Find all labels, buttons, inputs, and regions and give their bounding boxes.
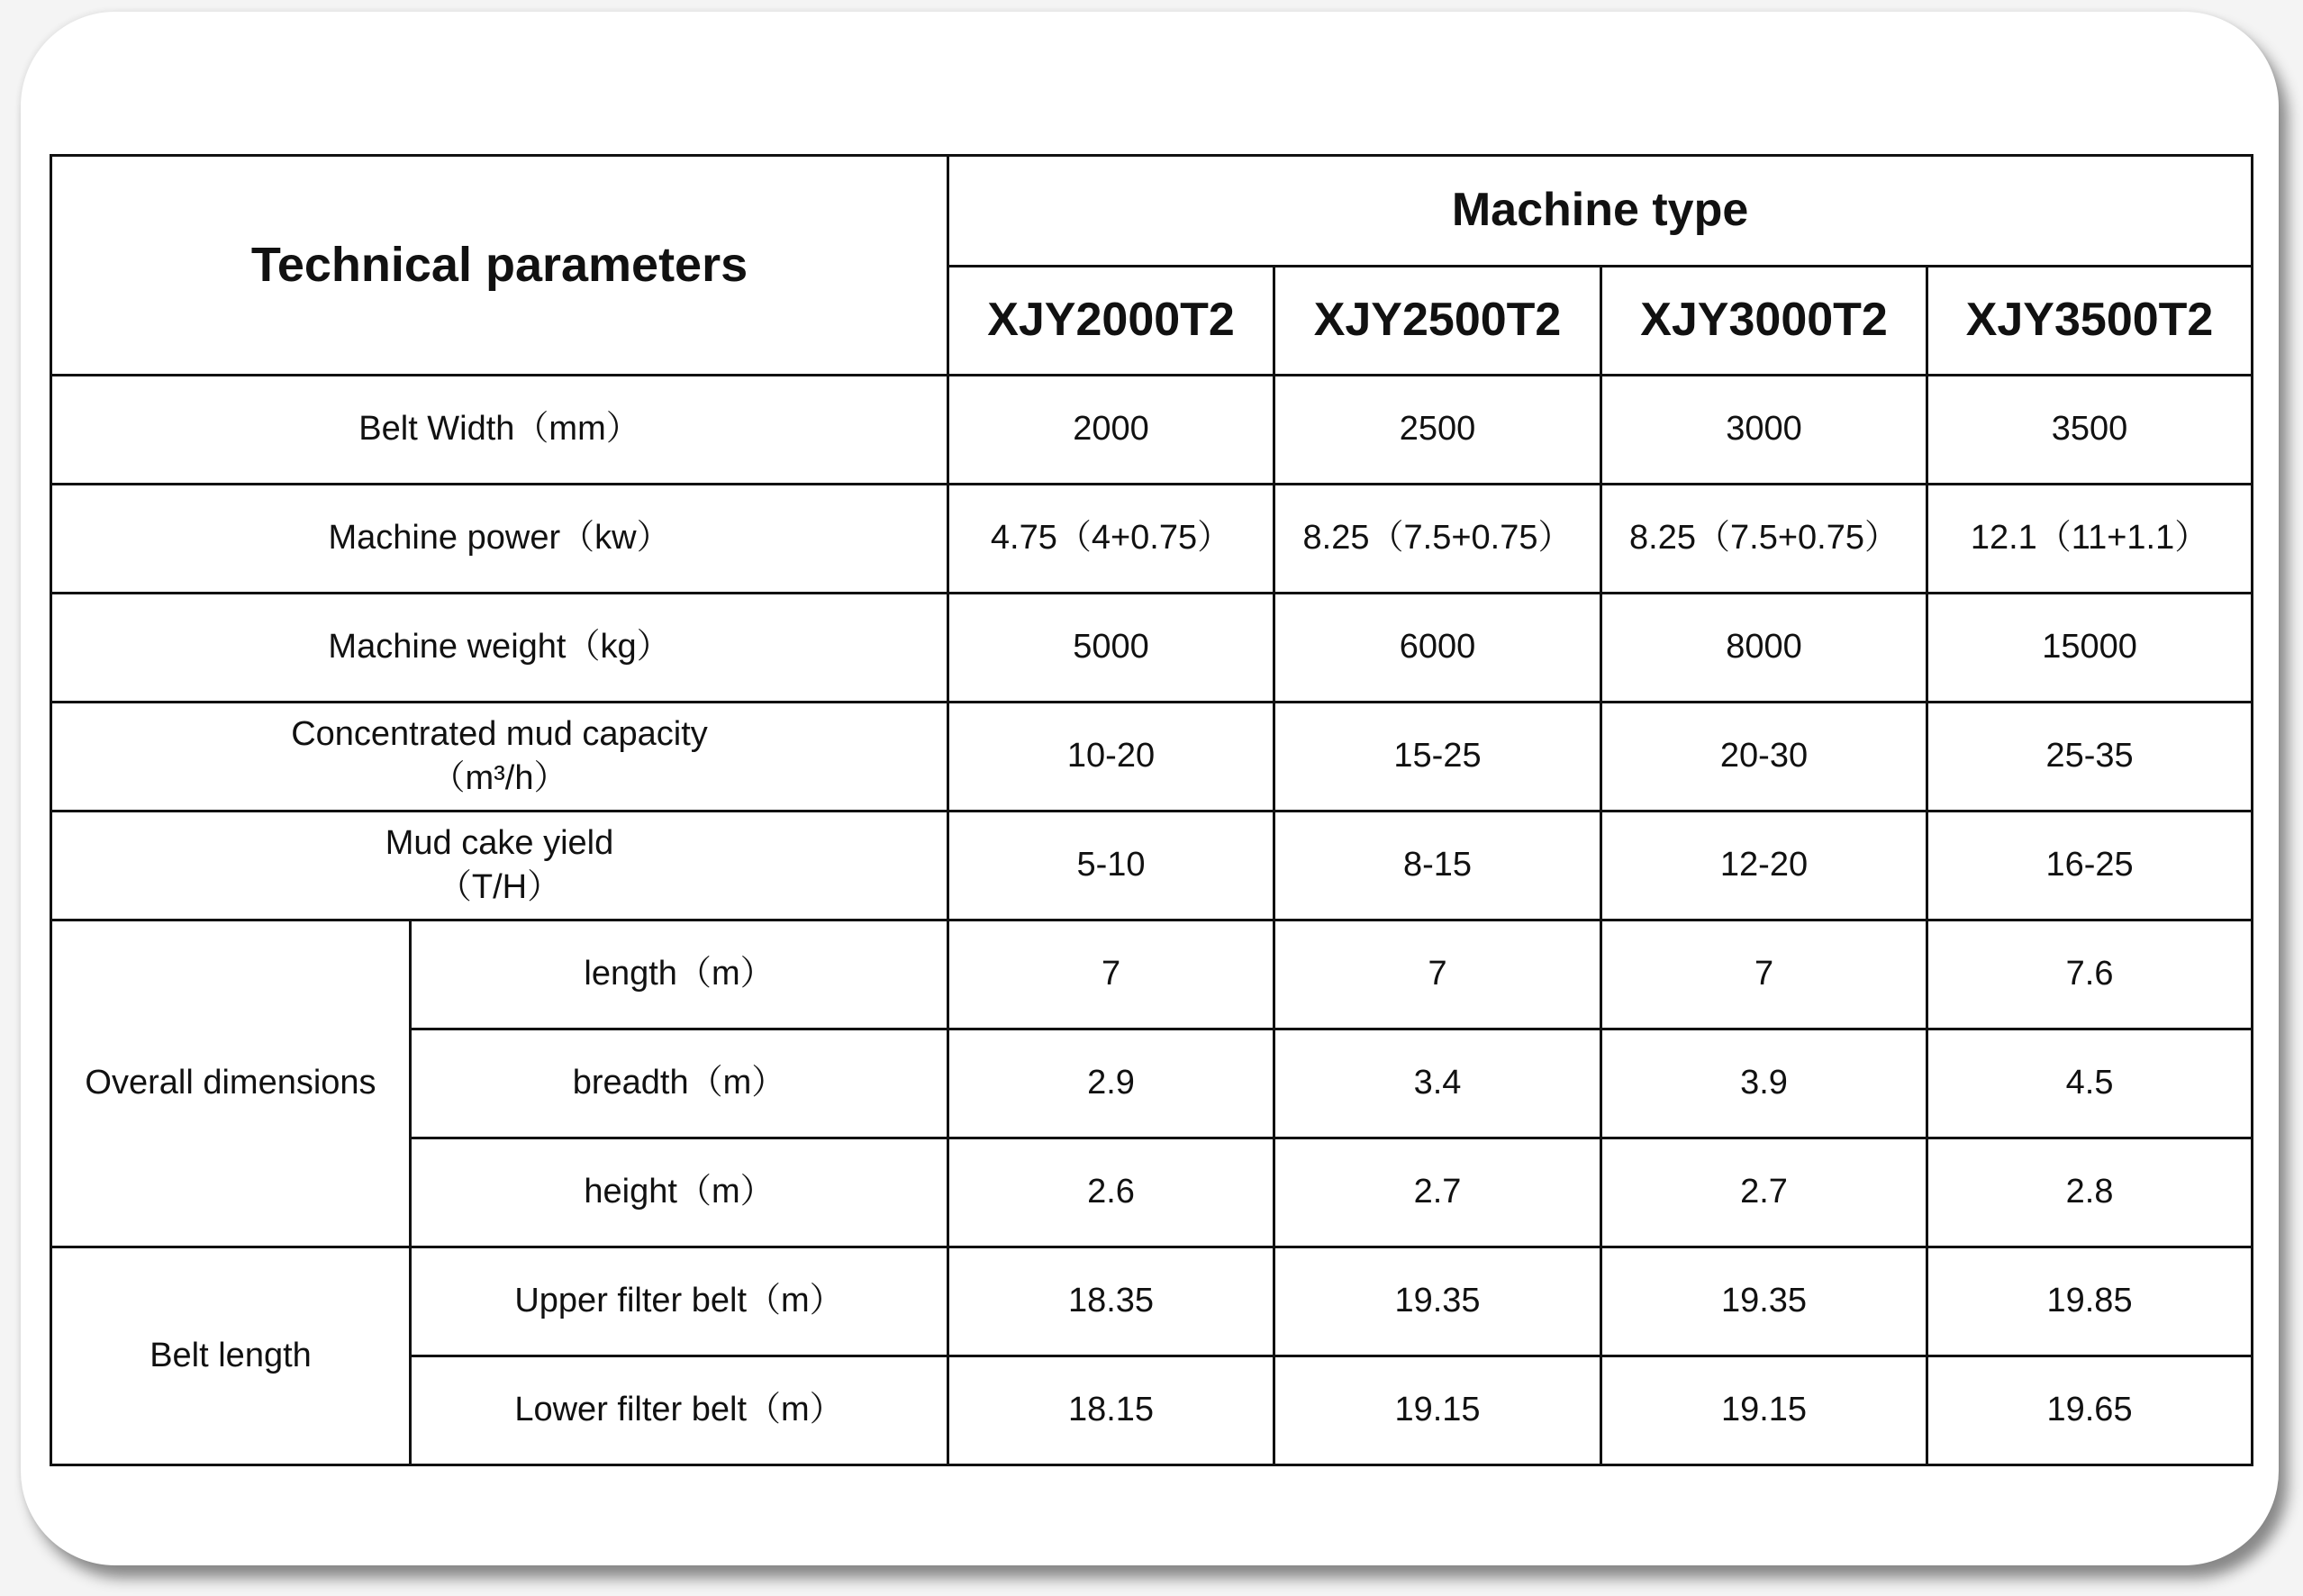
value-cell: 19.15 bbox=[1274, 1356, 1601, 1465]
parameter-label: length（m） bbox=[411, 920, 948, 1029]
value-cell: 19.65 bbox=[1927, 1356, 2253, 1465]
value-cell: 18.15 bbox=[948, 1356, 1274, 1465]
spec-table bbox=[50, 154, 2253, 1466]
value-cell: 4.5 bbox=[1927, 1029, 2253, 1138]
parameter-label: height（m） bbox=[411, 1138, 948, 1247]
model-header: XJY3500T2 bbox=[1927, 267, 2253, 376]
value-cell: 19.35 bbox=[1601, 1247, 1927, 1356]
group-label: Overall dimensions bbox=[51, 920, 411, 1247]
parameter-label: Lower filter belt（m） bbox=[411, 1356, 948, 1465]
value-cell: 8.25（7.5+0.75） bbox=[1274, 485, 1601, 594]
value-cell: 5000 bbox=[948, 594, 1274, 703]
parameter-label-text: Concentrated mud capacity bbox=[291, 714, 708, 753]
parameter-label-text: Mud cake yield bbox=[385, 823, 614, 862]
value-cell: 2500 bbox=[1274, 376, 1601, 485]
value-cell: 3500 bbox=[1927, 376, 2253, 485]
value-cell: 8000 bbox=[1601, 594, 1927, 703]
parameter-label: Upper filter belt（m） bbox=[411, 1247, 948, 1356]
parameter-label-text: Belt Width（mm） bbox=[358, 410, 640, 449]
technical-parameters-header: Technical parameters bbox=[51, 156, 948, 376]
parameter-label bbox=[51, 703, 948, 812]
value-cell: 3000 bbox=[1601, 376, 1927, 485]
value-cell: 7 bbox=[948, 920, 1274, 1029]
group-label: Belt length bbox=[51, 1247, 411, 1465]
table-row bbox=[51, 1247, 2253, 1356]
value-cell: 19.35 bbox=[1274, 1247, 1601, 1356]
header-row-1 bbox=[51, 156, 2253, 267]
value-cell: 2.8 bbox=[1927, 1138, 2253, 1247]
parameter-unit-text: （m³/h） bbox=[431, 759, 568, 797]
table-row bbox=[51, 703, 2253, 812]
value-cell: 2000 bbox=[948, 376, 1274, 485]
value-cell: 2.7 bbox=[1601, 1138, 1927, 1247]
table-row bbox=[51, 594, 2253, 703]
table-row bbox=[51, 376, 2253, 485]
value-cell: 12.1（11+1.1） bbox=[1927, 485, 2253, 594]
value-cell: 3.4 bbox=[1274, 1029, 1601, 1138]
value-cell: 7 bbox=[1274, 920, 1601, 1029]
value-cell: 15000 bbox=[1927, 594, 2253, 703]
value-cell: 2.9 bbox=[948, 1029, 1274, 1138]
value-cell: 19.85 bbox=[1927, 1247, 2253, 1356]
value-cell: 2.7 bbox=[1274, 1138, 1601, 1247]
parameter-label bbox=[51, 485, 948, 594]
value-cell: 25-35 bbox=[1927, 703, 2253, 812]
value-cell: 12-20 bbox=[1601, 812, 1927, 920]
parameter-label bbox=[51, 812, 948, 920]
value-cell: 15-25 bbox=[1274, 703, 1601, 812]
parameter-label bbox=[51, 376, 948, 485]
value-cell: 7 bbox=[1601, 920, 1927, 1029]
value-cell: 3.9 bbox=[1601, 1029, 1927, 1138]
value-cell: 18.35 bbox=[948, 1247, 1274, 1356]
parameter-label-text: Machine weight（kg） bbox=[328, 628, 671, 667]
model-header: XJY2000T2 bbox=[948, 267, 1274, 376]
value-cell: 8.25（7.5+0.75） bbox=[1601, 485, 1927, 594]
value-cell: 2.6 bbox=[948, 1138, 1274, 1247]
value-cell: 6000 bbox=[1274, 594, 1601, 703]
value-cell: 8-15 bbox=[1274, 812, 1601, 920]
value-cell: 16-25 bbox=[1927, 812, 2253, 920]
value-cell: 19.15 bbox=[1601, 1356, 1927, 1465]
value-cell: 10-20 bbox=[948, 703, 1274, 812]
table-row bbox=[51, 920, 2253, 1029]
model-header: XJY2500T2 bbox=[1274, 267, 1601, 376]
parameter-label-text: Machine power（kw） bbox=[328, 519, 671, 558]
value-cell: 5-10 bbox=[948, 812, 1274, 920]
model-header: XJY3000T2 bbox=[1601, 267, 1927, 376]
machine-type-header: Machine type bbox=[948, 156, 2253, 267]
table-row bbox=[51, 485, 2253, 594]
parameter-label: breadth（m） bbox=[411, 1029, 948, 1138]
value-cell: 7.6 bbox=[1927, 920, 2253, 1029]
value-cell: 4.75（4+0.75） bbox=[948, 485, 1274, 594]
parameter-unit-text: （T/H） bbox=[437, 868, 562, 906]
parameter-label bbox=[51, 594, 948, 703]
value-cell: 20-30 bbox=[1601, 703, 1927, 812]
table-row bbox=[51, 812, 2253, 920]
